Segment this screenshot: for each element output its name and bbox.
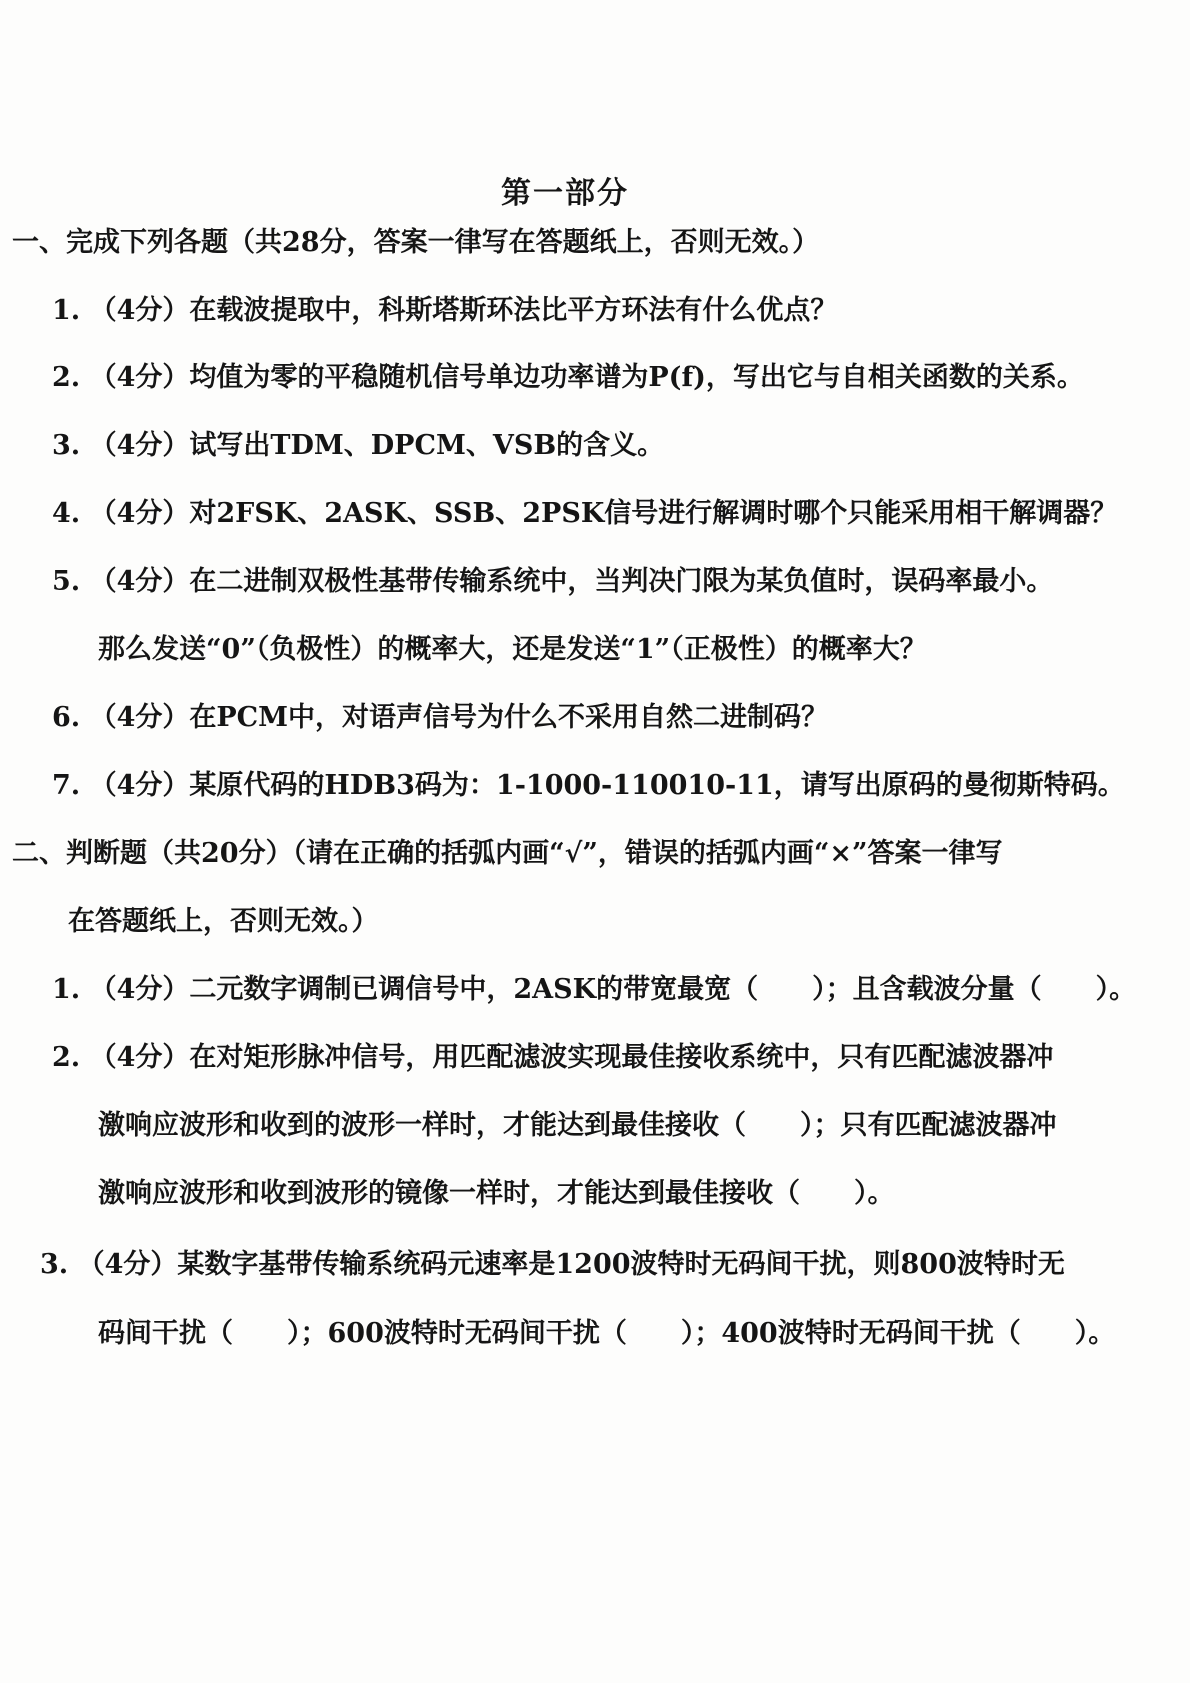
question-number: 6. [52, 702, 81, 733]
section2-question-2-line-2: 激响应波形和收到的波形一样时，才能达到最佳接收（ ）；只有匹配滤波器冲 [98, 1110, 1057, 1141]
question-text: （4分）试写出TDM、DPCM、VSB的含义。 [89, 430, 665, 461]
section1-question-1 [52, 294, 837, 328]
section2-question-2 [52, 1041, 1053, 1075]
section2-question-2-line-3: 激响应波形和收到波形的镜像一样时，才能达到最佳接收（ ）。 [98, 1178, 895, 1209]
section2-heading: 二、判断题（共20分）（请在正确的括弧内画“√”，错误的括弧内画“×”答案一律写 [12, 838, 1003, 869]
question-number: 2. [52, 362, 81, 393]
section1-question-4 [52, 497, 1117, 531]
part-title: 第一部分 [501, 176, 629, 211]
question-number: 7. [52, 770, 81, 801]
question-text: （4分）某数字基带传输系统码元速率是1200波特时无码间干扰，则800波特时无 [77, 1249, 1065, 1280]
section1-question-2 [52, 361, 1084, 395]
question-number: 4. [52, 498, 81, 529]
section1-question-7 [52, 769, 1125, 803]
question-number: 5. [52, 566, 81, 597]
question-text: （4分）在载波提取中，科斯塔斯环法比平方环法有什么优点？ [89, 295, 838, 326]
question-text: （4分）均值为零的平稳随机信号单边功率谱为P(f)，写出它与自相关函数的关系。 [89, 362, 1084, 393]
section2-question-3 [40, 1248, 1065, 1282]
question-number: 2. [52, 1042, 81, 1073]
question-text: （4分）二元数字调制已调信号中，2ASK的带宽最宽（ ）；且含载波分量（ ）。 [89, 974, 1137, 1005]
question-text: （4分）在PCM中，对语声信号为什么不采用自然二进制码？ [89, 702, 829, 733]
section2-question-1 [52, 973, 1136, 1007]
section2-question-3-line-2: 码间干扰（ ）；600波特时无码间干扰（ ）；400波特时无码间干扰（ ）。 [98, 1318, 1116, 1349]
section1-question-6 [52, 701, 828, 735]
question-text: （4分）在二进制双极性基带传输系统中，当判决门限为某负值时，误码率最小。 [89, 566, 1054, 597]
section1-heading: 一、完成下列各题（共28分，答案一律写在答题纸上，否则无效。） [12, 227, 820, 258]
question-number: 1. [52, 295, 81, 326]
question-number: 3. [40, 1249, 69, 1280]
question-number: 1. [52, 974, 81, 1005]
section1-question-5-continuation: 那么发送“0”（负极性）的概率大，还是发送“1”（正极性）的概率大？ [98, 634, 927, 665]
question-number: 3. [52, 430, 81, 461]
section1-question-5 [52, 565, 1053, 599]
question-text: （4分）对2FSK、2ASK、SSB、2PSK信号进行解调时哪个只能采用相干解调器？ [89, 498, 1118, 529]
section1-question-3 [52, 429, 664, 463]
question-text: （4分）某原代码的HDB3码为：1-1000-110010-11，请写出原码的曼彻斯特码。 [89, 770, 1125, 801]
section2-heading-continuation: 在答题纸上，否则无效。） [68, 906, 379, 937]
question-text: （4分）在对矩形脉冲信号，用匹配滤波实现最佳接收系统中，只有匹配滤波器冲 [89, 1042, 1054, 1073]
